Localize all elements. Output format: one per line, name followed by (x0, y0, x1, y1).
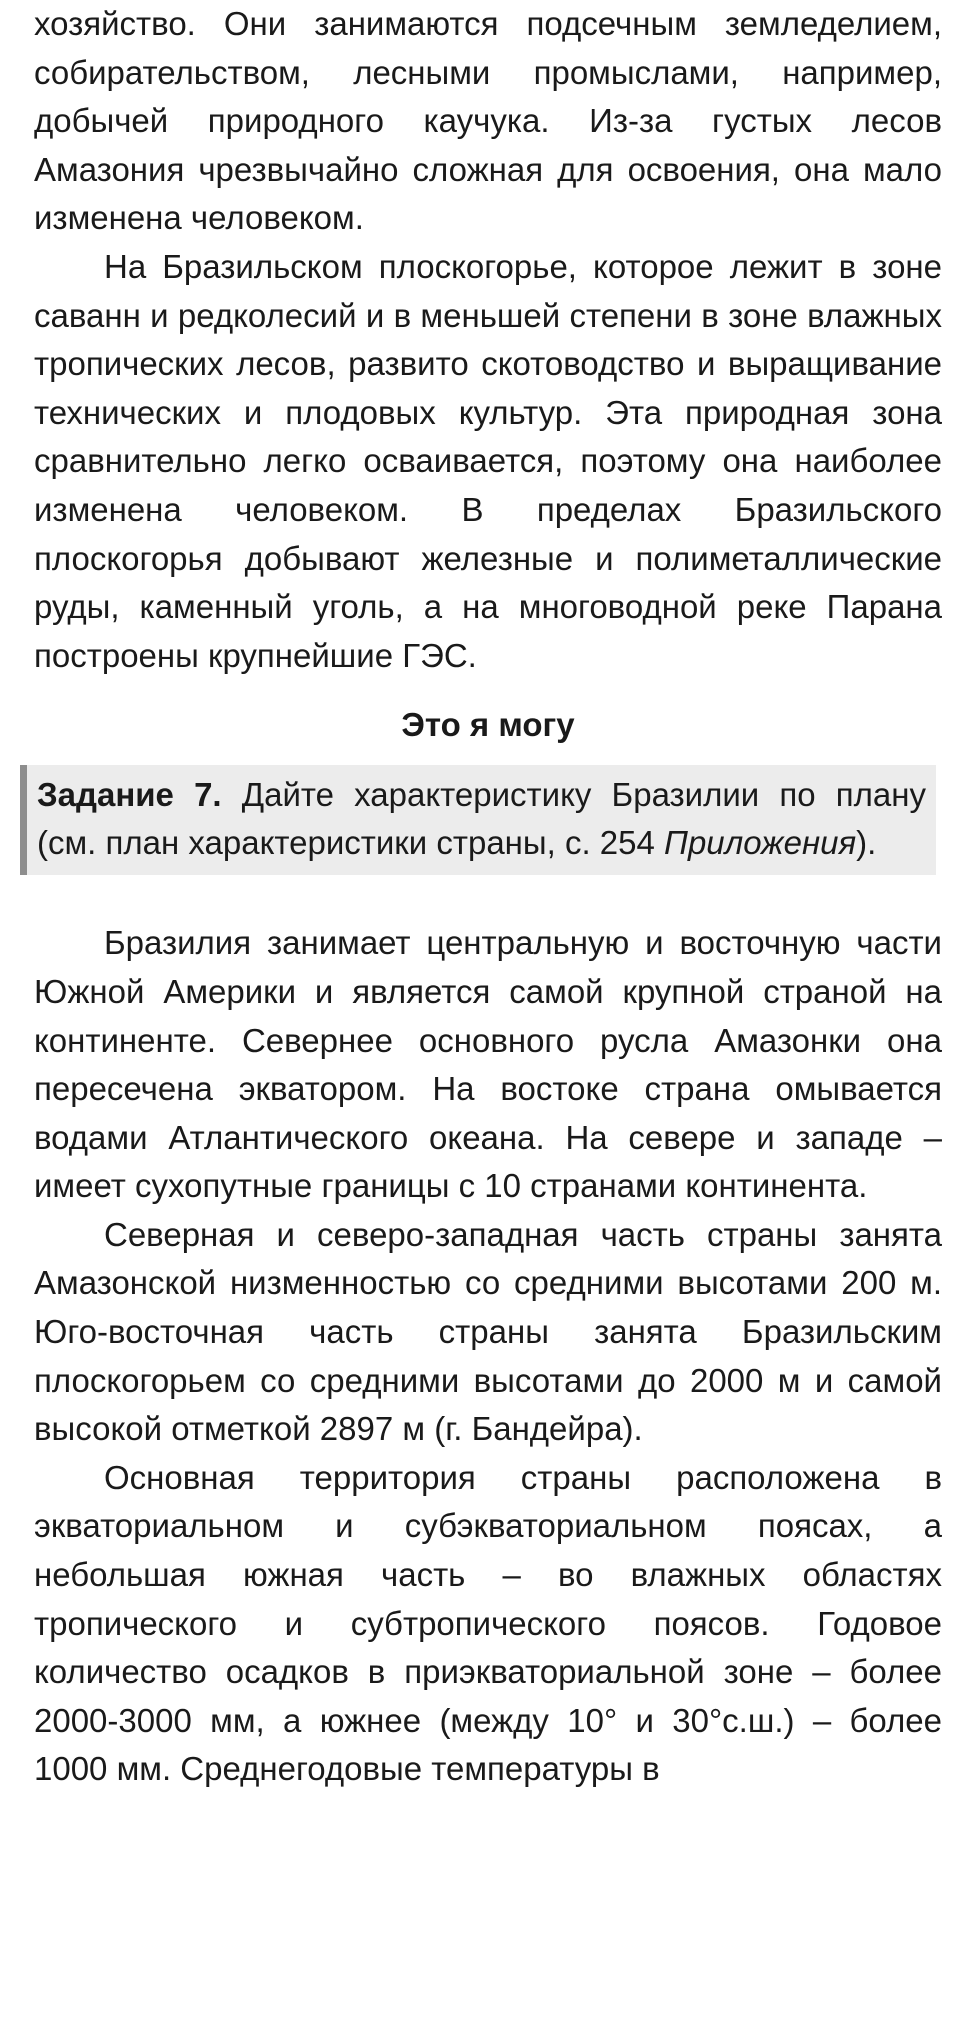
spacer (34, 875, 942, 919)
task-tail: ). (856, 824, 877, 862)
paragraph-bottom-3: Основная территория страны расположена в экваториальном и субэкваториальном поясах, а небольшая южная часть – во влажных областях тропического и субтропического поясов. Годовое количество осадков в приэкваториальной зоне – более 2000-3000 мм, а южнее (между 10° и 30°с.ш.) – более 1000 мм. Среднегодовые температуры в (34, 1458, 942, 1788)
paragraph-bottom-1: Бразилия занимает центральную и восточную части Южной Америки и является самой крупной страной на континенте. Севернее основного русла Амазонки она пересечена экватором. На востоке страна омывается водами Атлантического океана. На севере и западе – имеет сухопутные границы с 10 странами континента. (34, 924, 942, 1205)
paragraph-top-1: хозяйство. Они занимаются подсечным земледелием, собирательством, лесными промыслами, например, добычей природного каучука. Из-за густых лесов Амазония чрезвычайно сложная для освоения, она мало изменена человеком. (34, 5, 942, 237)
section-heading: Это я могу (401, 706, 575, 744)
paragraph-bottom-2: Северная и северо-западная часть страны занята Амазонской низменностью со средними высотами 200 м. Юго-восточная часть страны занята Бразильским плоскогорьем со средними высотами до 2000 м и самой высокой отметкой 2897 м (г. Бандейра). (34, 1215, 942, 1448)
document-page (34, 0, 942, 1794)
task-text (37, 771, 926, 867)
task-body: Дайте характеристику Бразилии по плану (см. план характеристики страны, с. 254 (37, 776, 926, 862)
task-italic-ref: Приложения (664, 824, 857, 862)
task-label: Задание 7. (37, 776, 222, 814)
task-box (20, 765, 936, 875)
paragraph-top-2: На Бразильском плоскогорье, которое лежит в зоне саванн и редколесий и в меньшей степени в зоне влажных тропических лесов, развито скотоводство и выращивание технических и плодовых культур. Эта природная зона сравнительно легко осваивается, поэтому она наиболее изменена человеком. В пределах Бразильского плоскогорья добывают железные и полиметаллические руды, каменный уголь, а на многоводной реке Парана построены крупнейшие ГЭС. (34, 247, 942, 674)
